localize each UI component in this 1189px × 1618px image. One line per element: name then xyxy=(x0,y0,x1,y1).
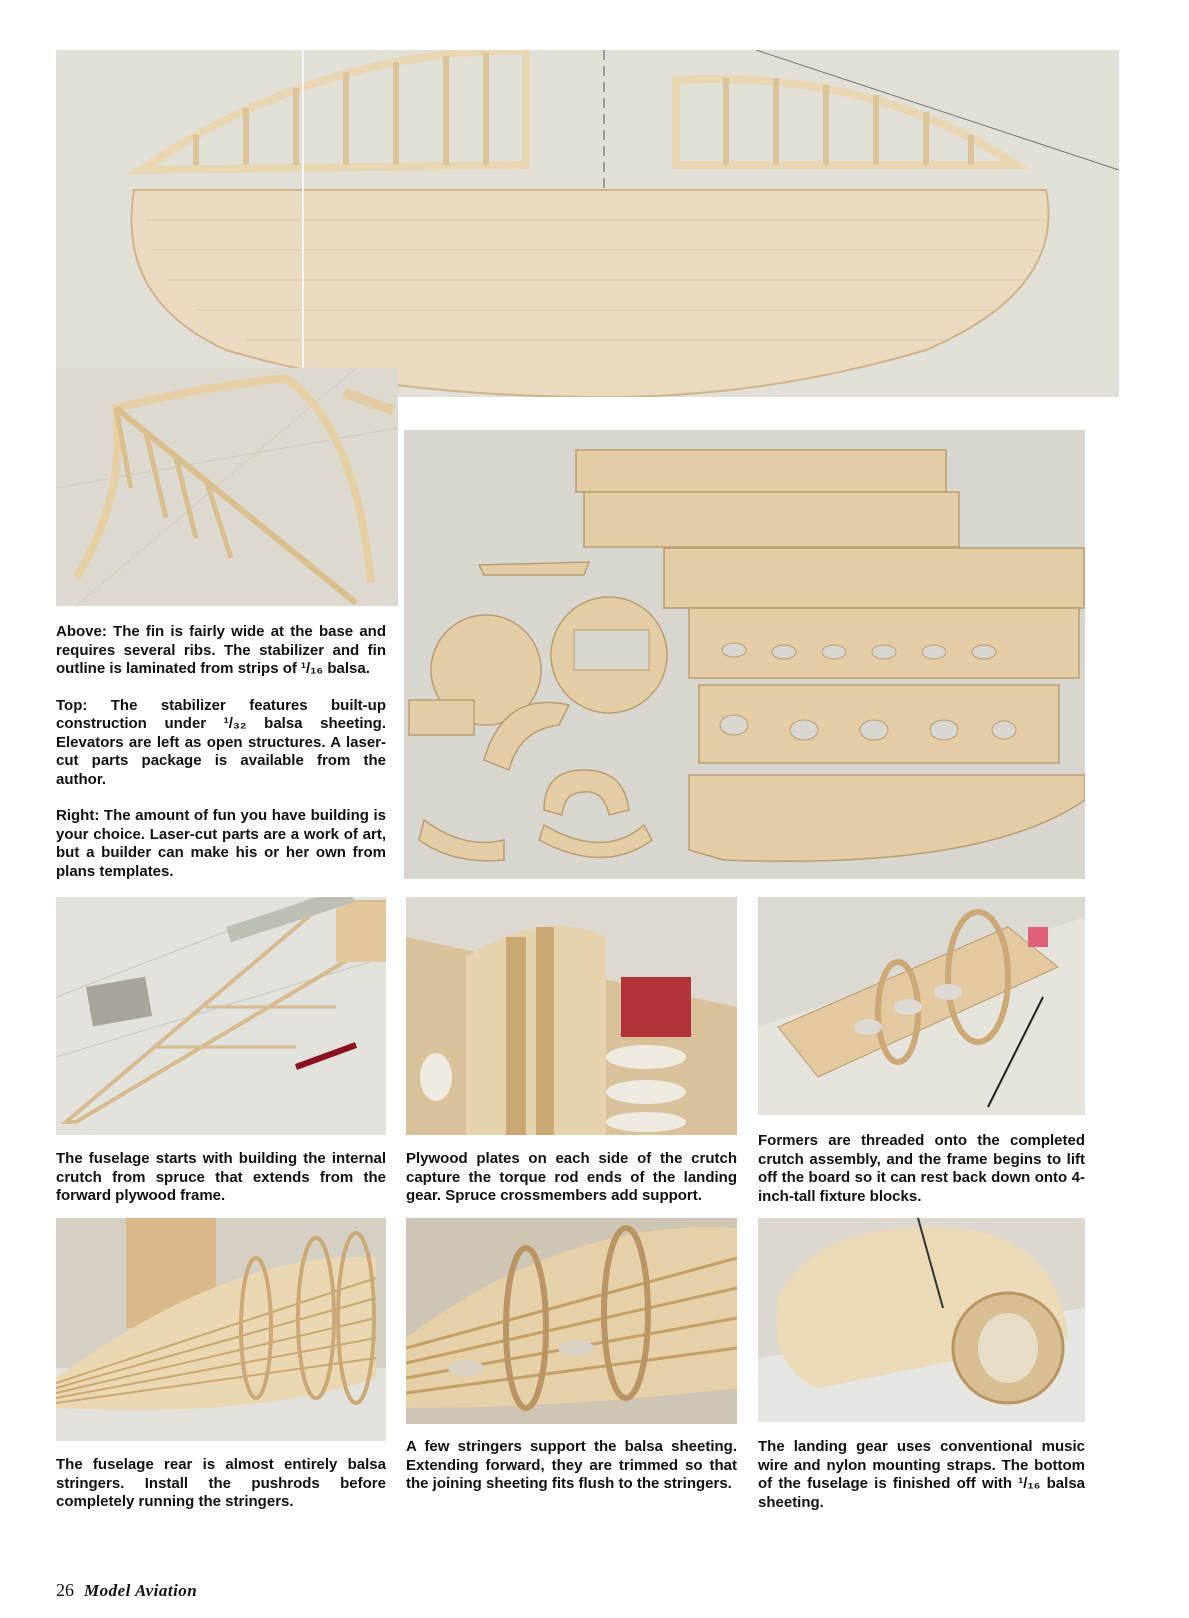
photo-fin xyxy=(56,368,398,606)
page-number: 26 xyxy=(56,1580,74,1600)
caption-stringers: A few stringers support the balsa sheeting. Extending forward, they are trimmed so that the joining sheeting fits flush to the stringers. xyxy=(406,1438,737,1492)
photo-formers xyxy=(758,897,1085,1115)
photo-rear-stringers xyxy=(56,1218,386,1441)
photo-stabilizer xyxy=(56,50,1119,397)
caption-crutch: The fuselage starts with building the internal crutch from spruce that extends from the forward plywood frame. xyxy=(56,1150,386,1204)
page-footer xyxy=(56,1580,197,1601)
caption-gear: The landing gear uses conventional music wire and nylon mounting straps. The bottom of the fuselage is finished off with ¹/₁₆ balsa sheeting. xyxy=(758,1438,1085,1511)
caption-formers: Formers are threaded onto the completed crutch assembly, and the frame begins to lift off the board so it can rest back down onto 4-inch-tall fixture blocks. xyxy=(758,1132,1085,1205)
caption-right: Right: The amount of fun you have building is your choice. Laser-cut parts are a work of art, but a builder can make his or her own from plans templates. xyxy=(56,807,386,880)
photo-landing-gear xyxy=(758,1218,1085,1422)
caption-plywood: Plywood plates on each side of the crutch capture the torque rod ends of the landing gear. Spruce crossmembers add support. xyxy=(406,1150,737,1204)
photo-crutch xyxy=(56,897,386,1135)
caption-top: Top: The stabilizer features built-up construction under ¹/₃₂ balsa sheeting. Elevators are left as open structures. A laser-cut parts package is available from the author. xyxy=(56,696,386,788)
photo-plywood-plates xyxy=(406,897,737,1135)
photo-stringers-sheeting xyxy=(406,1218,737,1424)
caption-group-left xyxy=(56,623,386,881)
caption-above: Above: The fin is fairly wide at the base and requires several ribs. The stabilizer and fin outline is laminated from strips of ¹/₁₆ balsa. xyxy=(56,623,386,677)
magazine-name: Model Aviation xyxy=(84,1581,198,1600)
caption-rear: The fuselage rear is almost entirely balsa stringers. Install the pushrods before completely running the stringers. xyxy=(56,1456,386,1510)
photo-laser-cut-parts xyxy=(404,430,1085,879)
